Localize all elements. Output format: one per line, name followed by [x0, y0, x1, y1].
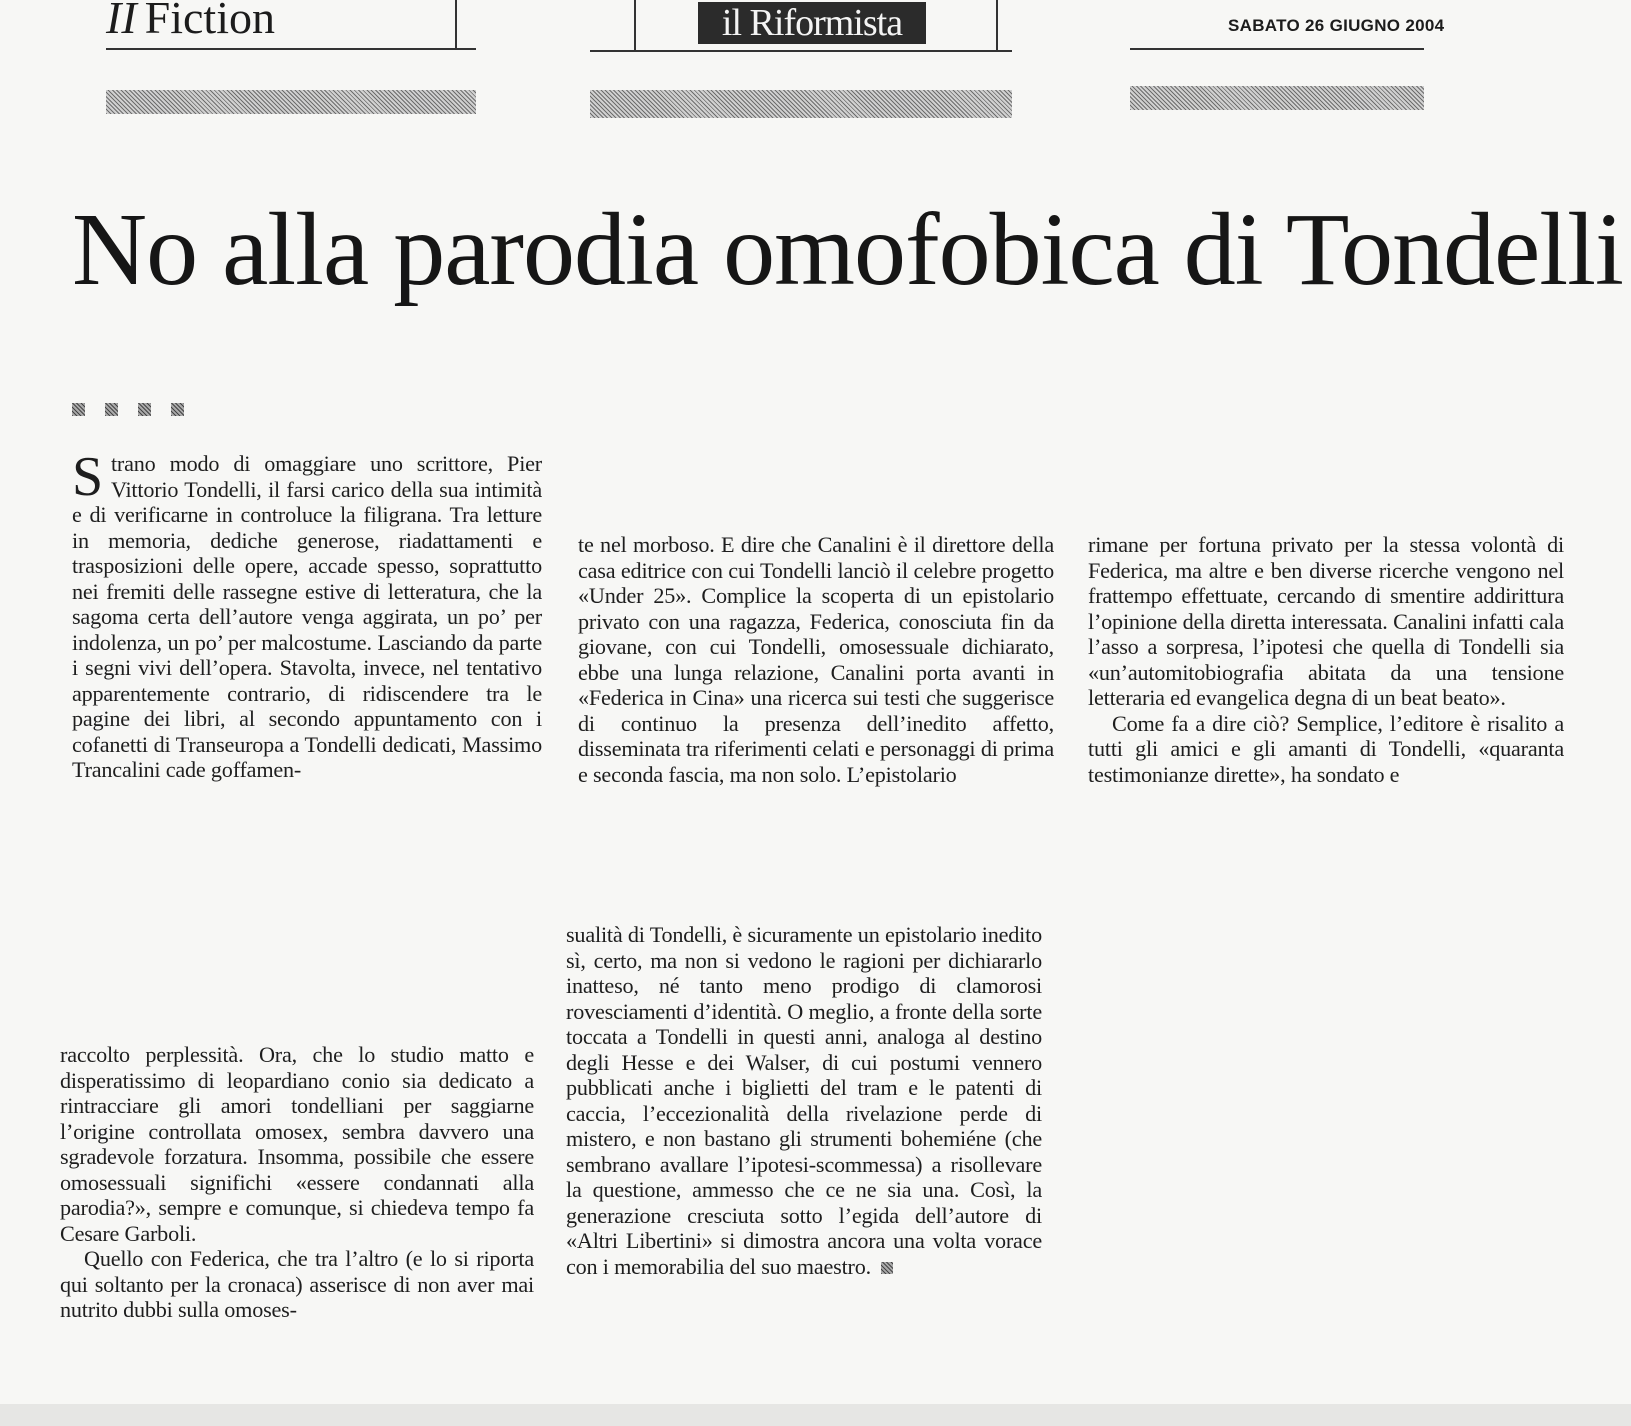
article-headline: No alla parodia omofobica di Tondelli [72, 192, 1623, 307]
section-number: II [106, 0, 137, 43]
paragraph: trano modo di omaggiare uno scrittore, Pier Vittorio Tondelli, il farsi carico della sua intimità e di verificarne in controluce la filigrana. Tra letture in memoria, dediche generose, riadattamenti e trasposizioni delle opere, accade spesso, soprattutto nei fremiti delle rassegne estive di letteratura, che la sagoma certa dell’autore venga aggirata, un po’ per indolenza, un po’ per malcostume. Lasciando da parte i segni vivi dell’opera. Stavolta, invece, nel tentativo apparentemente contrario, di ridiscendere tra le pagine dei libri, al secondo appuntamento con i cofanetti di Transeuropa a Tondelli dedicati, Massimo Trancalini cade goffamen- [72, 451, 542, 782]
date-rule [1130, 48, 1424, 50]
square-mark-icon [171, 403, 184, 416]
article-column-1-bottom [60, 1042, 534, 1323]
section-marks [72, 403, 184, 416]
header-rule [106, 48, 476, 50]
article-column-3-top [1088, 532, 1564, 787]
end-mark-icon [881, 1262, 893, 1274]
masthead-hatch-band [590, 90, 1012, 118]
article-column-2-top [578, 532, 1054, 787]
scan-edge [0, 1404, 1631, 1426]
paragraph: sualità di Tondelli, è sicuramente un epistolario inedito sì, certo, ma non si vedono le ragioni per dichiararlo inatteso, né tanto meno prodigo di clamorosi rovesciamenti d’identità. O meglio, a fronte della sorte toccata a Tondelli in questi anni, analoga al destino degli Hesse e dei Walser, di cui postumi vennero pubblicati anche i biglietti del tram e le patenti di caccia, l’eccezionalità della rivelazione perde di mistero, e non bastano gli strumenti bohemiéne (che sembrano avallare l’ipotesi-scommessa) a risollevare la questione, ammesso che ce ne sia una. Così, la generazione cresciuta sotto l’egida dell’autore di «Altri Libertini» si dimostra ancora una volta vorace con i memorabilia del suo maestro. [566, 922, 1042, 1279]
header-hatch-band [106, 90, 476, 114]
paragraph: raccolto perplessità. Ora, che lo studio matto e disperatissimo di leopardiano conio sia dedicato a rintracciare gli amori tondelliani per saggiarne l’origine controllata omosex, sembra davvero una sgradevole forzatura. Insomma, possibile che essere omosessuali significhi «essere condannati alla parodia?», sempre e comunque, si chiedeva tempo fa Cesare Garboli. [60, 1042, 534, 1246]
masthead-frame-right [996, 0, 998, 50]
section-label [106, 0, 275, 46]
section-name: Fiction [144, 0, 275, 43]
article-column-1-top [72, 446, 542, 783]
header-divider [455, 0, 457, 48]
masthead-rule [590, 50, 1012, 52]
paragraph: Quello con Federica, che tra l’altro (e lo si riporta qui soltanto per la cronaca) asserisce di non aver mai nutrito dubbi sulla omoses- [60, 1246, 534, 1322]
square-mark-icon [72, 403, 85, 416]
drop-cap: S [72, 446, 103, 508]
square-mark-icon [138, 403, 151, 416]
issue-date: SABATO 26 GIUGNO 2004 [1228, 16, 1445, 35]
newspaper-logo: il Riformista [698, 2, 926, 44]
paragraph: rimane per fortuna privato per la stessa volontà di Federica, ma altre e ben diverse ricerche vengono nel frattempo effettuate, cercando di smentire addirittura l’opinione della diretta interessata. Canalini infatti cala l’asso a sorpresa, l’ipotesi che quella di Tondelli sia «un’automitobiografia abitata da una tensione letteraria ed evangelica degna di un beat beato». [1088, 532, 1564, 710]
article-column-2-bottom [566, 922, 1042, 1279]
date-hatch-band [1130, 86, 1424, 110]
paragraph: te nel morboso. E dire che Canalini è il direttore della casa editrice con cui Tondelli lanciò il celebre progetto «Under 25». Complice la scoperta di un epistolario privato con una ragazza, Federica, conosciuta fin da giovane, con cui Tondelli, omosessuale dichiarato, ebbe una lunga relazione, Canalini porta avanti in «Federica in Cina» una ricerca sui testi che suggerisce di continuo la presenza dell’inedito affetto, disseminata tra riferimenti celati e personaggi di prima e seconda fascia, ma non solo. L’epistolario [578, 532, 1054, 787]
square-mark-icon [105, 403, 118, 416]
paragraph: Come fa a dire ciò? Semplice, l’editore è risalito a tutti gli amici e gli amanti di Tondelli, «quaranta testimonianze dirette», ha sondato e [1088, 710, 1564, 787]
masthead-frame-left [634, 0, 636, 50]
